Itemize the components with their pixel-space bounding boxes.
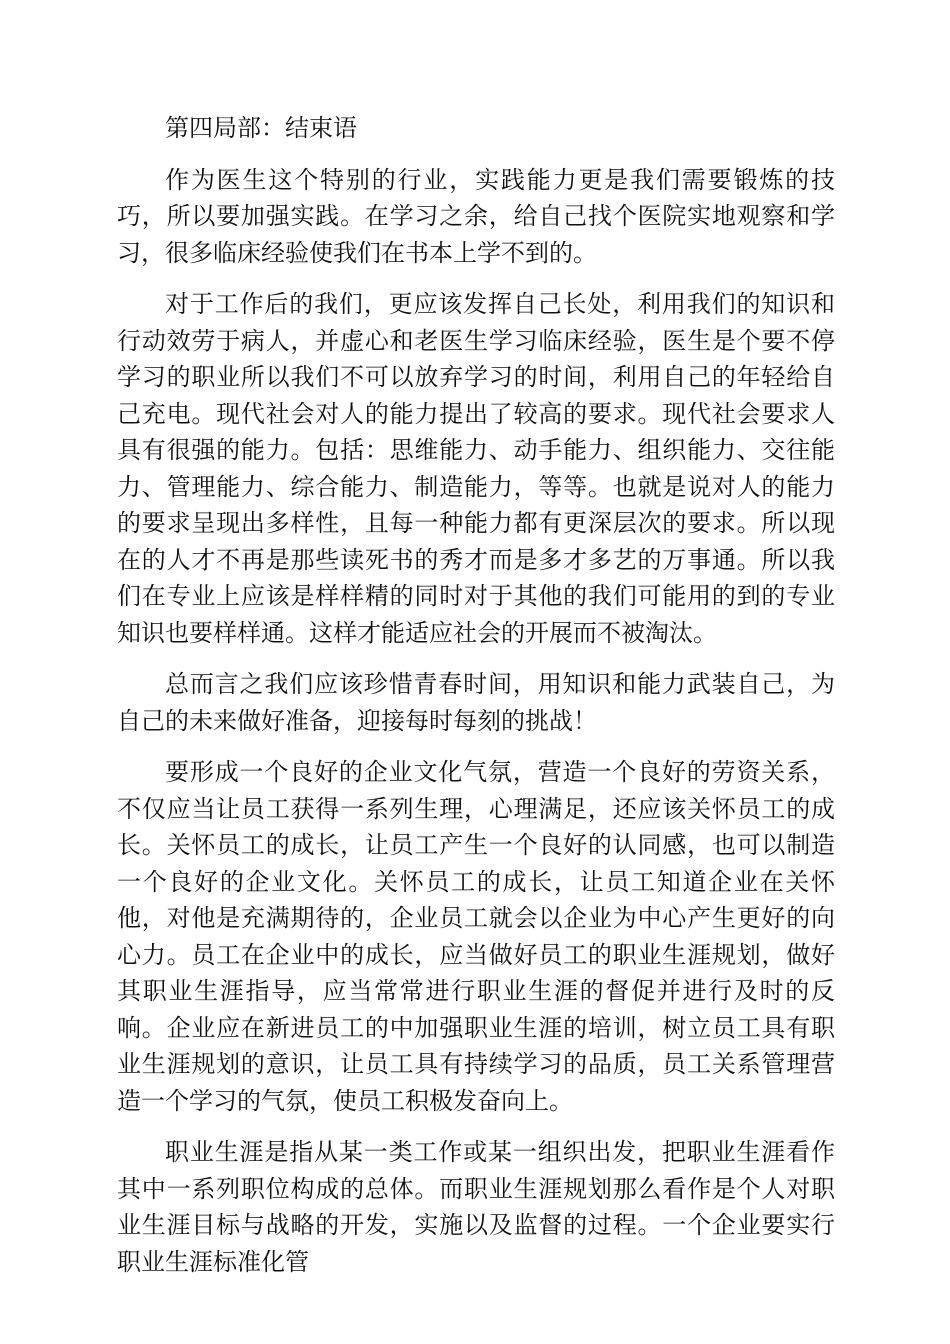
paragraph-after-work: 对于工作后的我们，更应该发挥自己长处，利用我们的知识和行动效劳于病人，并虚心和老医生学习临床经验，医生是个要不停学习的职业所以我们不可以放弃学习的时间，利用自己的年轻给自己充电。现代社会对人的能力提出了较高的要求。现代社会要求人具有很强的能力。包括：思维能力、动手能力、组织能力、交往能力、管理能力、综合能力、制造能力，等等。也就是说对人的能力的要求呈现出多样性，且每一种能力都有更深层次的要求。所以现在的人才不再是那些读死书的秀才而是多才多艺的万事通。所以我们在专业上应该是样样精的同时对于其他的我们可能用的到的专业知识也要样样通。这样才能适应社会的开展而不被淘汰。 [117, 290, 835, 647]
section-heading: 第四局部：结束语 [165, 114, 357, 142]
document-body [117, 110, 835, 1295]
paragraph-corporate-culture: 要形成一个良好的企业文化气氛，营造一个良好的劳资关系，不仅应当让员工获得一系列生理，心理满足，还应该关怀员工的成长。关怀员工的成长，让员工产生一个良好的认同感，也可以制造一个良好的企业文化。关怀员工的成长，让员工知道企业在关怀他，对他是充满期待的，企业员工就会以企业为中心产生更好的向心力。员工在企业中的成长，应当做好员工的职业生涯规划，做好其职业生涯指导，应当常常进行职业生涯的督促并进行及时的反响。企业应在新进员工的中加强职业生涯的培训，树立员工具有职业生涯规划的意识，让员工具有持续学习的品质，员工关系管理营造一个学习的气氛，使员工积极发奋向上。 [117, 758, 835, 1115]
paragraph-conclusion: 总而言之我们应该珍惜青春时间，用知识和能力武装自己，为自己的未来做好准备，迎接每时每刻的挑战！ [117, 670, 835, 735]
paragraph-practice: 作为医生这个特别的行业，实践能力更是我们需要锻炼的技巧，所以要加强实践。在学习之余，给自己找个医院实地观察和学习，很多临床经验使我们在书本上学不到的。 [117, 165, 835, 267]
paragraph-career-definition: 职业生涯是指从某一类工作或某一组织出发，把职业生涯看作其中一系列职位构成的总体。而职业生涯规划那么看作是个人对职业生涯目标与战略的开发，实施以及监督的过程。一个企业要实行职业生涯标准化管 [117, 1138, 835, 1276]
